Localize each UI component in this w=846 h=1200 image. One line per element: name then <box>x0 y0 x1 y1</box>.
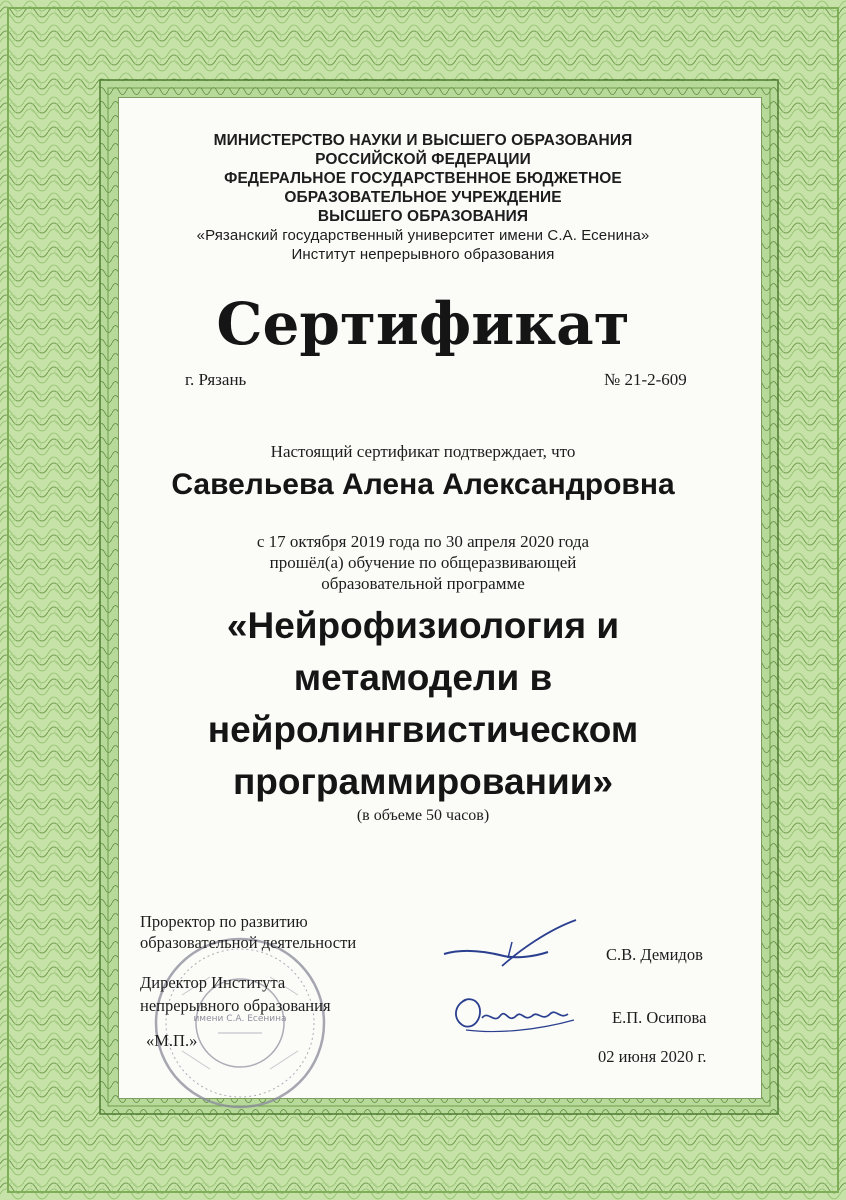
header-university-name: «Рязанский государственный университет имени С.А. Есенина» <box>196 227 650 244</box>
round-seal-stamp <box>152 935 328 1111</box>
header-line-ministry: МИНИСТЕРСТВО НАУКИ И ВЫСШЕГО ОБРАЗОВАНИЯ <box>213 132 633 149</box>
issue-date: 02 июня 2020 г. <box>598 1047 707 1066</box>
program-title-line-4: программировании» <box>232 761 614 802</box>
completed-line-2: образовательной программе <box>321 574 525 593</box>
stamp-label: «М.П.» <box>146 1031 198 1050</box>
certificate-title: Сертификат <box>216 290 630 358</box>
prorector-signature <box>436 912 586 976</box>
program-hours: (в объеме 50 часов) <box>356 807 490 824</box>
program-title-line-1: «Нейрофизиология и <box>226 605 620 646</box>
header-line-federation: РОССИЙСКОЙ ФЕДЕРАЦИИ <box>315 151 531 168</box>
director-title-line-1: Директор Института <box>140 973 286 992</box>
study-period: с 17 октября 2019 года по 30 апреля 2020 года <box>256 532 590 551</box>
program-title-line-2: метамодели в <box>293 657 553 698</box>
city: г. Рязань <box>185 370 247 389</box>
director-signature <box>448 990 588 1040</box>
director-title-line-2: непрерывного образования <box>140 996 331 1015</box>
recipient-name: Савельева Алена Александровна <box>171 468 675 501</box>
header-line-institution: ОБРАЗОВАТЕЛЬНОЕ УЧРЕЖДЕНИЕ <box>284 189 562 206</box>
header-institute-name: Институт непрерывного образования <box>291 246 555 263</box>
prorector-name: С.В. Демидов <box>606 945 703 964</box>
certificate-number: № 21-2-609 <box>604 370 687 389</box>
header-line-higher-education: ВЫСШЕГО ОБРАЗОВАНИЯ <box>317 208 529 225</box>
header-line-federal-budget: ФЕДЕРАЛЬНОЕ ГОСУДАРСТВЕННОЕ БЮДЖЕТНОЕ <box>224 170 622 187</box>
program-title-line-3: нейролингвистическом <box>207 709 639 750</box>
prorector-title-line-1: Проректор по развитию <box>140 912 308 931</box>
completed-line-1: прошёл(а) обучение по общеразвивающей <box>269 553 577 572</box>
prorector-title-line-2: образовательной деятельности <box>140 933 357 952</box>
seal-text: имени С.А. Есенина <box>193 1014 287 1024</box>
confirmation-text: Настоящий сертификат подтверждает, что <box>270 442 576 461</box>
director-name: Е.П. Осипова <box>612 1008 707 1027</box>
